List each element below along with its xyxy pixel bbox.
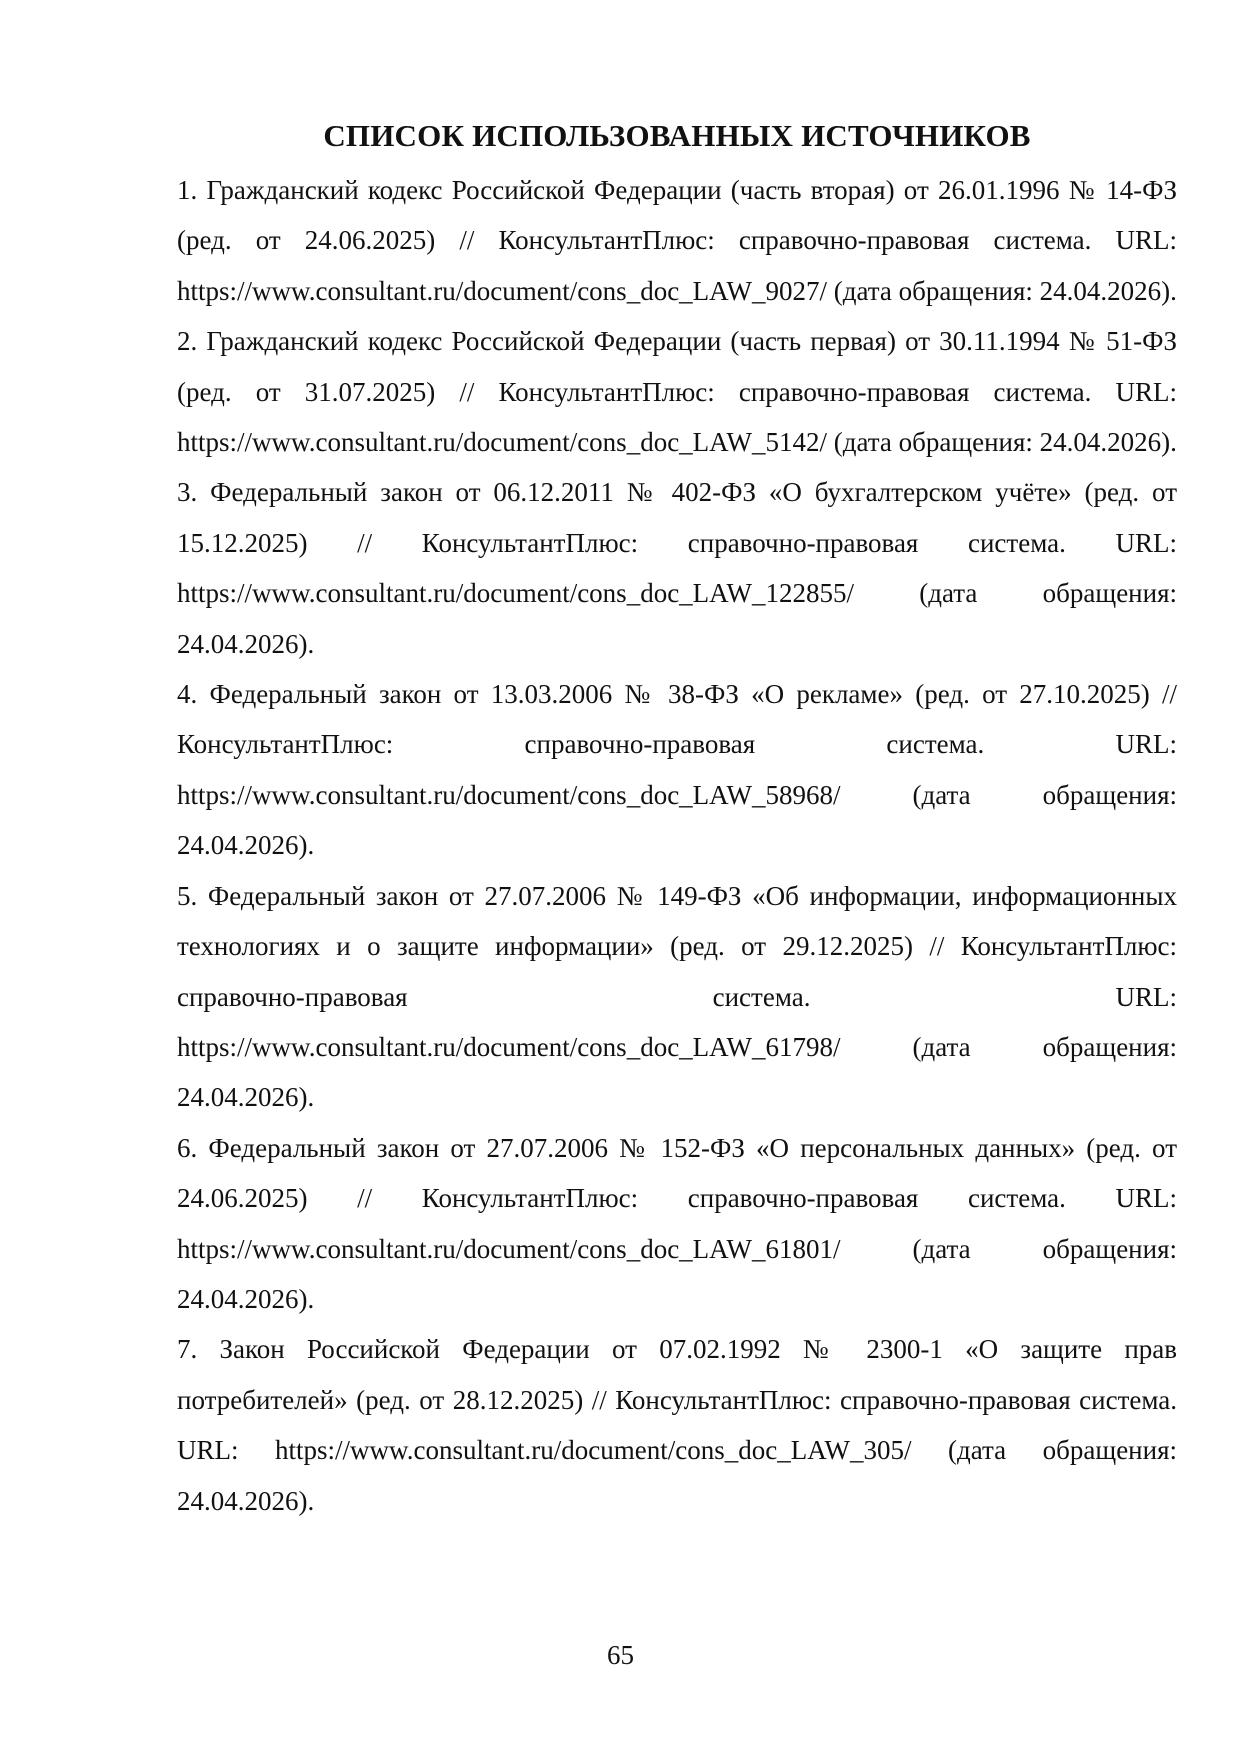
page-number: 65	[607, 1640, 634, 1670]
reference-entry-1: 1. Гражданский кодекс Российской Федерации (часть вторая) от 26.01.1996 № 14-ФЗ (ред. от 24.06.2025) // КонсультантПлюс: справочно-правовая система. URL: https://www.consultant.ru/document/cons_doc_LAW_9027/ (дата обращения: 24.04.2026).	[177, 175, 1177, 306]
reference-entry-7: 7. Закон Российской Федерации от 07.02.1992 № 2300-1 «О защите прав потребителей» (ред. от 28.12.2025) // КонсультантПлюс: справочно-правовая система. URL: https://www.consultant.ru/document/cons_doc_LAW_305/ (дата обращения: 24.04.2026).	[177, 1334, 1177, 1516]
reference-list	[177, 165, 1177, 1526]
page-title: СПИСОК ИСПОЛЬЗОВАННЫХ ИСТОЧНИКОВ	[323, 118, 1031, 153]
reference-entry-3: 3. Федеральный закон от 06.12.2011 № 402-ФЗ «О бухгалтерском учёте» (ред. от 15.12.2025) // КонсультантПлюс: справочно-правовая система. URL: https://www.consultant.ru/document/cons_doc_LAW_122855/ (дата обращения: 24.04.2026).	[177, 477, 1177, 659]
reference-entry-5: 5. Федеральный закон от 27.07.2006 № 149-ФЗ «Об информации, информационных технологиях и о защите информации» (ред. от 29.12.2025) // КонсультантПлюс: справочно-правовая система. URL: https://www.consultant.ru/document/cons_doc_LAW_61798/ (дата обращения: 24.04.2026).	[177, 880, 1177, 1113]
reference-entry-2: 2. Гражданский кодекс Российской Федерации (часть первая) от 30.11.1994 № 51-ФЗ (ред. от 31.07.2025) // КонсультантПлюс: справочно-правовая система. URL: https://www.consultant.ru/document/cons_doc_LAW_5142/ (дата обращения: 24.04.2026).	[177, 326, 1177, 458]
reference-entry-6: 6. Федеральный закон от 27.07.2006 № 152-ФЗ «О персональных данных» (ред. от 24.06.2025) // КонсультантПлюс: справочно-правовая система. URL: https://www.consultant.ru/document/cons_doc_LAW_61801/ (дата обращения: 24.04.2026).	[177, 1132, 1177, 1314]
reference-entry-4: 4. Федеральный закон от 13.03.2006 № 38-ФЗ «О рекламе» (ред. от 27.10.2025) // КонсультантПлюс: справочно-правовая система. URL: https://www.consultant.ru/document/cons_doc_LAW_58968/ (дата обращения: 24.04.2026).	[177, 679, 1177, 861]
